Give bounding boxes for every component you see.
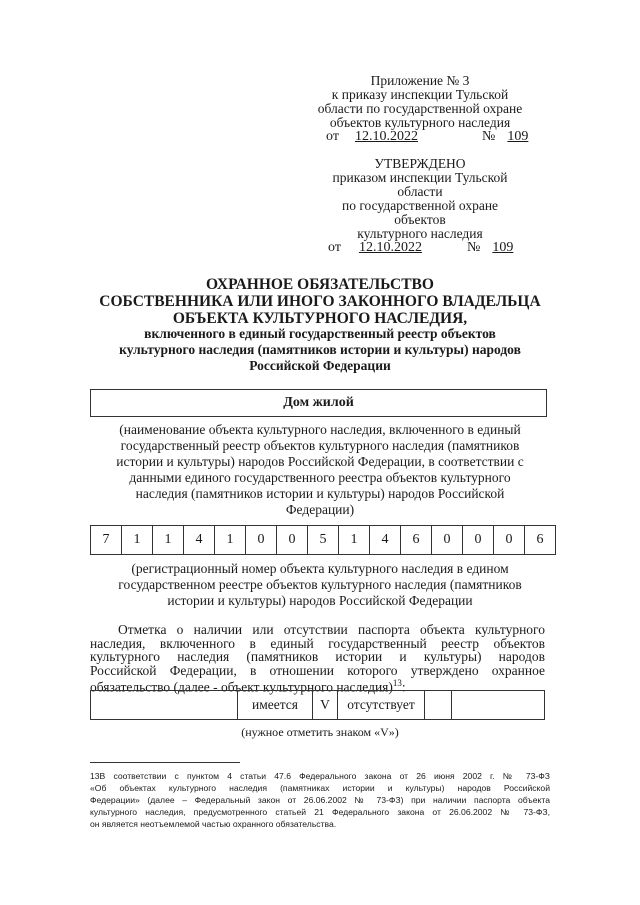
footnote-line: он является неотъемлемой частью охранного обязательства. [90, 819, 337, 829]
footnote-divider [90, 762, 240, 763]
caption-line: (наименование объекта культурного наследия, включенного в единый [119, 422, 521, 437]
paragraph-line: Российской Федерации, в отношении которого утверждено охранное [90, 662, 545, 678]
appendix-block [300, 74, 540, 130]
caption-line: истории и культуры) народов Российской Федерации, в соответствии с [116, 454, 524, 469]
paragraph-line: Отметка о наличии или отсутствии паспорта объекта культурного [118, 622, 545, 637]
registration-digit: 0 [463, 526, 494, 555]
title-line: ОБЪЕКТА КУЛЬТУРНОГО НАСЛЕДИЯ, [172, 310, 468, 327]
caption-line: истории и культуры) народов Российской Федерации [167, 593, 473, 608]
registration-caption [88, 561, 552, 609]
registration-digit: 4 [184, 526, 215, 555]
object-name-caption [88, 422, 552, 518]
approved-line: области [397, 184, 443, 199]
approved-block [300, 157, 540, 241]
document-subtitle [80, 326, 560, 374]
date-prefix: от [328, 240, 341, 255]
choice-absent-checkbox[interactable] [425, 691, 452, 720]
footnote-mark: 13 [392, 678, 402, 688]
paragraph-line: наследия, включенного в единый государственный реестр объектов [90, 635, 545, 651]
subtitle-line: культурного наследия (памятников истории и культуры) народов [119, 342, 521, 357]
footnote-line: «Об объектах культурного наследия (памятниках истории и культуры) народов Российской [90, 783, 550, 793]
approved-dateline [328, 240, 436, 256]
registration-digit: 1 [215, 526, 246, 555]
subtitle-line: включенного в единый государственный реестр объектов [144, 326, 496, 341]
registration-digit: 1 [339, 526, 370, 555]
registration-digit: 0 [494, 526, 525, 555]
paragraph-text: обязательство (далее - объект культурного наследия) [90, 679, 393, 695]
object-name-box: Дом жилой [90, 389, 547, 417]
date-prefix: от [326, 129, 339, 144]
choice-note: (нужное отметить знаком «V») [241, 725, 399, 739]
caption-line: государственный реестр объектов культурного наследия (памятников [120, 438, 520, 453]
caption-line: Федерации) [285, 502, 355, 517]
caption-line: государственном реестре объектов культурного наследия (памятников [118, 577, 522, 592]
passport-paragraph [90, 623, 545, 694]
choice-present-label: имеется [238, 691, 313, 720]
registration-digit: 6 [401, 526, 432, 555]
title-line: СОБСТВЕННИКА ИЛИ ИНОГО ЗАКОННОГО ВЛАДЕЛЬЦА [99, 293, 541, 310]
subtitle-line: Российской Федерации [249, 358, 391, 373]
caption-line: наследия (памятников истории и культуры) народов Российской [135, 486, 505, 501]
appendix-line: области по государственной охране [317, 101, 523, 116]
paragraph-line: культурного наследия (памятников истории и культуры) народов [90, 649, 545, 664]
number-prefix: № [482, 129, 496, 144]
registration-digit: 5 [308, 526, 339, 555]
footnote-line: Федерации» (далее – Федеральный закон от 26.06.2002 № 73-ФЗ) при наличии паспорта объекта [90, 795, 550, 805]
registration-number-grid [90, 525, 556, 555]
registration-digit: 0 [432, 526, 463, 555]
approved-line: по государственной охране [341, 198, 499, 213]
paragraph-colon: : [401, 679, 406, 695]
choice-empty-cell [91, 691, 238, 720]
approved-number-line [467, 240, 522, 256]
approved-title: УТВЕРЖДЕНО [374, 156, 466, 171]
appendix-number-line [482, 129, 537, 145]
appendix-dateline [326, 129, 430, 145]
appendix-line: к приказу инспекции Тульской [331, 87, 509, 102]
choice-empty-cell [452, 691, 545, 720]
approved-line: приказом инспекции Тульской [332, 170, 508, 185]
approved-line: объектов [394, 212, 446, 227]
registration-digit: 1 [153, 526, 184, 555]
registration-digit: 4 [370, 526, 401, 555]
document-title [80, 276, 560, 327]
approved-line: культурного наследия [357, 226, 483, 241]
approved-date: 12.10.2022 [358, 240, 422, 255]
appendix-line: объектов культурного наследия [329, 115, 511, 130]
passport-choice-table [90, 690, 545, 720]
registration-digit: 0 [246, 526, 277, 555]
choice-present-checkbox[interactable]: V [313, 691, 338, 720]
registration-digit: 7 [91, 526, 122, 555]
footnote-line: культурного наследия, предусмотренного статьей 21 Федерального закона от 26.06.2002 № 73-ФЗ, [90, 807, 550, 817]
choice-absent-label: отсутствует [338, 691, 425, 720]
number-prefix: № [467, 240, 481, 255]
registration-digit: 6 [525, 526, 556, 555]
appendix-number: 109 [507, 129, 529, 144]
approved-number: 109 [492, 240, 514, 255]
footnote-line: 13В соответствии с пунктом 4 статьи 47.6 Федерального закона от 26 июня 2002 г. № 73-ФЗ [90, 771, 550, 781]
appendix-title: Приложение № 3 [370, 73, 470, 88]
appendix-date: 12.10.2022 [354, 129, 418, 144]
registration-digit: 1 [122, 526, 153, 555]
title-line: ОХРАННОЕ ОБЯЗАТЕЛЬСТВО [206, 276, 434, 293]
footnote [90, 770, 550, 830]
registration-digit: 0 [277, 526, 308, 555]
caption-line: (регистрационный номер объекта культурного наследия в едином [131, 561, 509, 576]
caption-line: данными единого государственного реестра объектов культурного [129, 470, 511, 485]
